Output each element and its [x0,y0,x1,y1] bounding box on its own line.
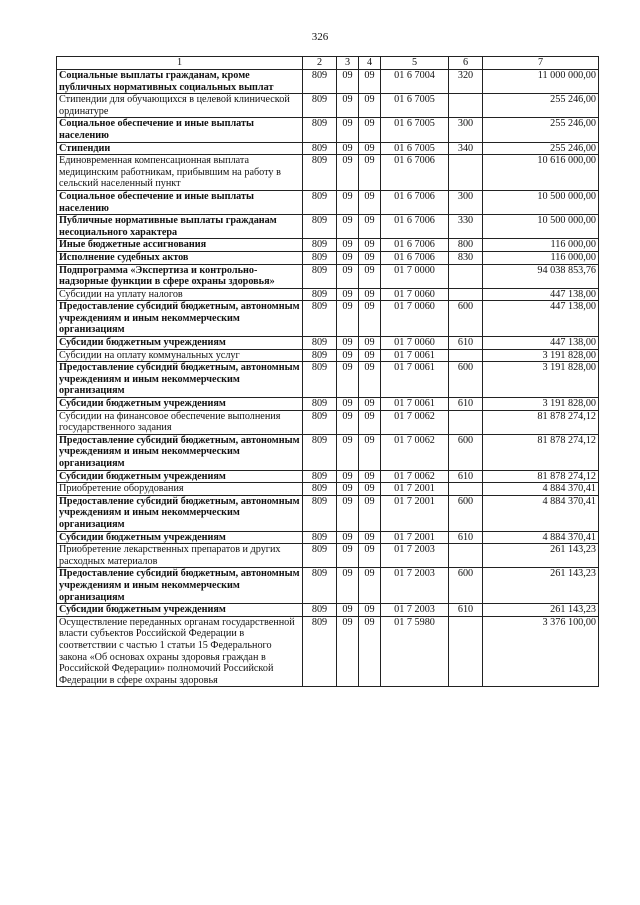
target-article-cell: 01 7 0061 [381,398,449,411]
target-article-cell: 01 7 2001 [381,495,449,531]
ministry-code-cell: 809 [303,142,337,155]
section-code-cell: 09 [337,362,359,398]
amount-cell: 94 038 853,76 [483,264,599,288]
expense-type-cell: 610 [449,398,483,411]
expense-type-cell: 340 [449,142,483,155]
budget-table [56,56,599,687]
expense-type-cell: 610 [449,531,483,544]
section-code-cell: 09 [337,531,359,544]
target-article-cell: 01 6 7006 [381,155,449,191]
amount-cell: 3 376 100,00 [483,616,599,687]
section-code-cell: 09 [337,568,359,604]
expense-type-cell: 300 [449,118,483,142]
item-name-cell: Приобретение оборудования [57,483,303,496]
item-name-cell: Осуществление переданных органам государственной власти субъектов Российской Федерации в соответствии с частью 1 статьи 15 Федерального закона «Об основах охраны здоровья граждан в Российской Федерации» полномочий Российской Федерации в сфере охраны здоровья [57,616,303,687]
amount-cell: 255 246,00 [483,142,599,155]
section-code-cell: 09 [337,544,359,568]
table-row [57,616,599,687]
ministry-code-cell: 809 [303,495,337,531]
table-row [57,190,599,214]
table-row [57,118,599,142]
table-header-row [57,57,599,70]
ministry-code-cell: 809 [303,483,337,496]
subsection-code-cell: 09 [359,215,381,239]
table-row [57,251,599,264]
target-article-cell: 01 7 0062 [381,410,449,434]
amount-cell: 261 143,23 [483,604,599,617]
target-article-cell: 01 7 0062 [381,470,449,483]
subsection-code-cell: 09 [359,142,381,155]
page-number: 326 [311,31,329,43]
amount-cell: 261 143,23 [483,568,599,604]
section-code-cell: 09 [337,215,359,239]
expense-type-cell [449,155,483,191]
subsection-code-cell: 09 [359,239,381,252]
table-row [57,94,599,118]
ministry-code-cell: 809 [303,190,337,214]
section-code-cell: 09 [337,155,359,191]
expense-type-cell: 600 [449,495,483,531]
ministry-code-cell: 809 [303,70,337,94]
amount-cell: 447 138,00 [483,301,599,337]
ministry-code-cell: 809 [303,410,337,434]
ministry-code-cell: 809 [303,301,337,337]
subsection-code-cell: 09 [359,544,381,568]
subsection-code-cell: 09 [359,155,381,191]
item-name-cell: Субсидии на оплату коммунальных услуг [57,349,303,362]
table-row [57,398,599,411]
item-name-cell: Стипендии [57,142,303,155]
amount-cell: 4 884 370,41 [483,483,599,496]
column-header: 3 [337,57,359,70]
amount-cell: 3 191 828,00 [483,398,599,411]
ministry-code-cell: 809 [303,337,337,350]
column-header: 6 [449,57,483,70]
expense-type-cell: 800 [449,239,483,252]
item-name-cell: Субсидии на финансовое обеспечение выполнения государственного задания [57,410,303,434]
section-code-cell: 09 [337,70,359,94]
expense-type-cell [449,483,483,496]
subsection-code-cell: 09 [359,70,381,94]
ministry-code-cell: 809 [303,215,337,239]
subsection-code-cell: 09 [359,264,381,288]
expense-type-cell: 600 [449,568,483,604]
expense-type-cell: 330 [449,215,483,239]
table-row [57,470,599,483]
section-code-cell: 09 [337,604,359,617]
ministry-code-cell: 809 [303,251,337,264]
target-article-cell: 01 6 7005 [381,142,449,155]
amount-cell: 116 000,00 [483,251,599,264]
item-name-cell: Социальное обеспечение и иные выплаты населению [57,190,303,214]
expense-type-cell: 610 [449,337,483,350]
expense-type-cell [449,264,483,288]
subsection-code-cell: 09 [359,301,381,337]
ministry-code-cell: 809 [303,239,337,252]
item-name-cell: Единовременная компенсационная выплата медицинским работникам, прибывшим на работу в сельский населенный пункт [57,155,303,191]
expense-type-cell: 600 [449,434,483,470]
section-code-cell: 09 [337,410,359,434]
target-article-cell: 01 6 7006 [381,190,449,214]
ministry-code-cell: 809 [303,616,337,687]
section-code-cell: 09 [337,434,359,470]
target-article-cell: 01 7 0062 [381,434,449,470]
subsection-code-cell: 09 [359,349,381,362]
amount-cell: 3 191 828,00 [483,349,599,362]
expense-type-cell: 600 [449,362,483,398]
target-article-cell: 01 7 2001 [381,483,449,496]
table-row [57,495,599,531]
amount-cell: 81 878 274,12 [483,470,599,483]
ministry-code-cell: 809 [303,362,337,398]
item-name-cell: Предоставление субсидий бюджетным, автономным учреждениям и иным некоммерческим организациям [57,568,303,604]
table-row [57,349,599,362]
section-code-cell: 09 [337,349,359,362]
section-code-cell: 09 [337,239,359,252]
item-name-cell: Предоставление субсидий бюджетным, автономным учреждениям и иным некоммерческим организациям [57,495,303,531]
target-article-cell: 01 6 7006 [381,215,449,239]
ministry-code-cell: 809 [303,434,337,470]
table-row [57,568,599,604]
subsection-code-cell: 09 [359,434,381,470]
ministry-code-cell: 809 [303,155,337,191]
expense-type-cell [449,544,483,568]
expense-type-cell: 830 [449,251,483,264]
expense-type-cell: 320 [449,70,483,94]
expense-type-cell: 600 [449,301,483,337]
table-row [57,337,599,350]
table-row [57,301,599,337]
amount-cell: 81 878 274,12 [483,434,599,470]
amount-cell: 81 878 274,12 [483,410,599,434]
amount-cell: 4 884 370,41 [483,495,599,531]
target-article-cell: 01 7 0061 [381,362,449,398]
ministry-code-cell: 809 [303,604,337,617]
item-name-cell: Субсидии бюджетным учреждениям [57,531,303,544]
target-article-cell: 01 7 0000 [381,264,449,288]
section-code-cell: 09 [337,142,359,155]
subsection-code-cell: 09 [359,118,381,142]
amount-cell: 4 884 370,41 [483,531,599,544]
item-name-cell: Иные бюджетные ассигнования [57,239,303,252]
ministry-code-cell: 809 [303,118,337,142]
amount-cell: 116 000,00 [483,239,599,252]
amount-cell: 261 143,23 [483,544,599,568]
table-row [57,604,599,617]
table-row [57,155,599,191]
ministry-code-cell: 809 [303,531,337,544]
target-article-cell: 01 7 2001 [381,531,449,544]
amount-cell: 3 191 828,00 [483,362,599,398]
ministry-code-cell: 809 [303,544,337,568]
item-name-cell: Публичные нормативные выплаты гражданам несоциального характера [57,215,303,239]
subsection-code-cell: 09 [359,616,381,687]
section-code-cell: 09 [337,118,359,142]
ministry-code-cell: 809 [303,568,337,604]
item-name-cell: Субсидии бюджетным учреждениям [57,337,303,350]
subsection-code-cell: 09 [359,604,381,617]
expense-type-cell: 610 [449,470,483,483]
table-row [57,544,599,568]
table-row [57,215,599,239]
section-code-cell: 09 [337,483,359,496]
amount-cell: 447 138,00 [483,337,599,350]
subsection-code-cell: 09 [359,190,381,214]
subsection-code-cell: 09 [359,398,381,411]
section-code-cell: 09 [337,288,359,301]
subsection-code-cell: 09 [359,288,381,301]
item-name-cell: Субсидии на уплату налогов [57,288,303,301]
ministry-code-cell: 809 [303,398,337,411]
section-code-cell: 09 [337,495,359,531]
item-name-cell: Стипендии для обучающихся в целевой клинической ординатуре [57,94,303,118]
subsection-code-cell: 09 [359,531,381,544]
subsection-code-cell: 09 [359,483,381,496]
table-row [57,362,599,398]
subsection-code-cell: 09 [359,568,381,604]
table-row [57,410,599,434]
expense-type-cell: 610 [449,604,483,617]
section-code-cell: 09 [337,337,359,350]
target-article-cell: 01 6 7005 [381,118,449,142]
amount-cell: 10 500 000,00 [483,190,599,214]
target-article-cell: 01 6 7005 [381,94,449,118]
item-name-cell: Предоставление субсидий бюджетным, автономным учреждениям и иным некоммерческим организациям [57,362,303,398]
subsection-code-cell: 09 [359,470,381,483]
column-header: 4 [359,57,381,70]
table-row [57,142,599,155]
item-name-cell: Предоставление субсидий бюджетным, автономным учреждениям и иным некоммерческим организациям [57,434,303,470]
item-name-cell: Предоставление субсидий бюджетным, автономным учреждениям и иным некоммерческим организациям [57,301,303,337]
section-code-cell: 09 [337,94,359,118]
amount-cell: 447 138,00 [483,288,599,301]
expense-type-cell [449,410,483,434]
column-header: 5 [381,57,449,70]
section-code-cell: 09 [337,398,359,411]
section-code-cell: 09 [337,616,359,687]
table-row [57,239,599,252]
target-article-cell: 01 6 7006 [381,239,449,252]
table-row [57,264,599,288]
expense-type-cell [449,94,483,118]
expense-type-cell: 300 [449,190,483,214]
section-code-cell: 09 [337,264,359,288]
target-article-cell: 01 7 0060 [381,337,449,350]
item-name-cell: Приобретение лекарственных препаратов и других расходных материалов [57,544,303,568]
target-article-cell: 01 6 7004 [381,70,449,94]
table-row [57,531,599,544]
item-name-cell: Подпрограмма «Экспертиза и контрольно-надзорные функции в сфере охраны здоровья» [57,264,303,288]
target-article-cell: 01 6 7006 [381,251,449,264]
expense-type-cell [449,349,483,362]
item-name-cell: Социальное обеспечение и иные выплаты населению [57,118,303,142]
subsection-code-cell: 09 [359,362,381,398]
item-name-cell: Субсидии бюджетным учреждениям [57,604,303,617]
ministry-code-cell: 809 [303,264,337,288]
expense-type-cell [449,616,483,687]
table-row [57,434,599,470]
expense-type-cell [449,288,483,301]
section-code-cell: 09 [337,251,359,264]
item-name-cell: Социальные выплаты гражданам, кроме публичных нормативных социальных выплат [57,70,303,94]
target-article-cell: 01 7 5980 [381,616,449,687]
section-code-cell: 09 [337,301,359,337]
target-article-cell: 01 7 0061 [381,349,449,362]
subsection-code-cell: 09 [359,337,381,350]
ministry-code-cell: 809 [303,288,337,301]
target-article-cell: 01 7 0060 [381,301,449,337]
column-header: 7 [483,57,599,70]
amount-cell: 255 246,00 [483,118,599,142]
item-name-cell: Субсидии бюджетным учреждениям [57,470,303,483]
target-article-cell: 01 7 2003 [381,604,449,617]
subsection-code-cell: 09 [359,94,381,118]
section-code-cell: 09 [337,470,359,483]
item-name-cell: Исполнение судебных актов [57,251,303,264]
table-row [57,288,599,301]
ministry-code-cell: 809 [303,349,337,362]
target-article-cell: 01 7 0060 [381,288,449,301]
table-row [57,483,599,496]
subsection-code-cell: 09 [359,495,381,531]
ministry-code-cell: 809 [303,470,337,483]
amount-cell: 10 500 000,00 [483,215,599,239]
subsection-code-cell: 09 [359,251,381,264]
section-code-cell: 09 [337,190,359,214]
target-article-cell: 01 7 2003 [381,544,449,568]
subsection-code-cell: 09 [359,410,381,434]
amount-cell: 10 616 000,00 [483,155,599,191]
column-header: 2 [303,57,337,70]
amount-cell: 255 246,00 [483,94,599,118]
amount-cell: 11 000 000,00 [483,70,599,94]
ministry-code-cell: 809 [303,94,337,118]
table-row [57,70,599,94]
item-name-cell: Субсидии бюджетным учреждениям [57,398,303,411]
target-article-cell: 01 7 2003 [381,568,449,604]
column-header: 1 [57,57,303,70]
